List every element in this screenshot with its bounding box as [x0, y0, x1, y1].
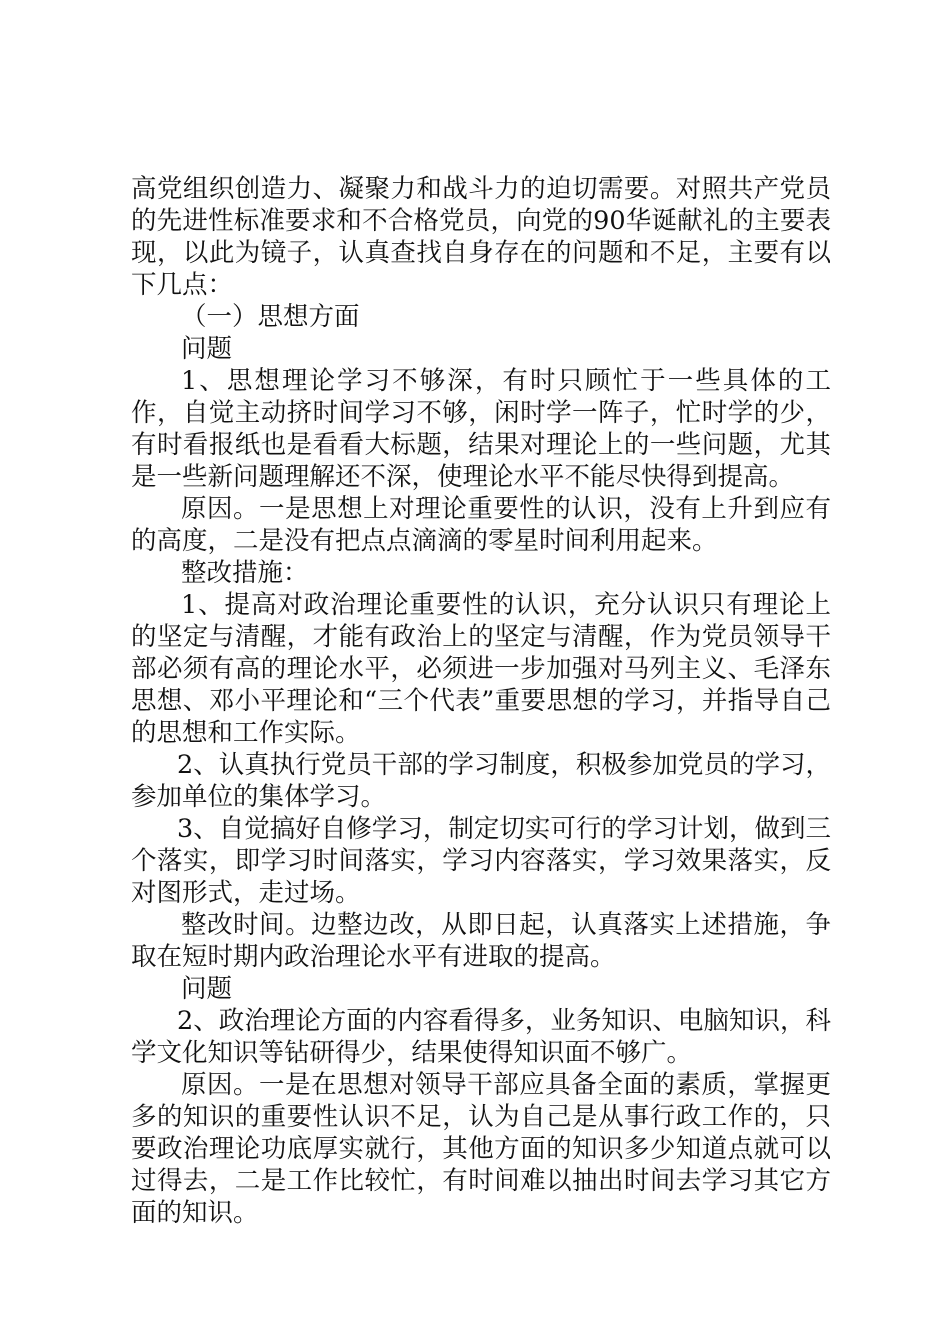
paragraph-problem-2: 2、政治理论方面的内容看得多，业务知识、电脑知识，科学文化知识等钻研得少，结果使得知识面不够广。: [131, 1006, 831, 1068]
paragraph-intro: 高党组织创造力、凝聚力和战斗力的迫切需要。对照共产党员的先进性标准要求和不合格党员，向党的90华诞献礼的主要表现，以此为镜子，认真查找自身存在的问题和不足，主要有以下几点：: [131, 174, 831, 300]
paragraph-measure-2: 2、认真执行党员干部的学习制度，积极参加党员的学习，参加单位的集体学习。: [131, 750, 831, 812]
label-problem-2: 问题: [181, 974, 233, 1004]
paragraph-measure-3: 3、自觉搞好自修学习，制定切实可行的学习计划，做到三个落实，即学习时间落实，学习内容落实，学习效果落实，反对图形式，走过场。: [131, 814, 831, 908]
section-heading-thought: （一）思想方面: [181, 302, 360, 332]
paragraph-problem-1: 1、思想理论学习不够深，有时只顾忙于一些具体的工作，自觉主动挤时间学习不够，闲时学一阵子，忙时学的少，有时看报纸也是看看大标题，结果对理论上的一些问题，尤其是一些新问题理解还不深，使理论水平不能尽快得到提高。: [131, 366, 831, 492]
paragraph-timeline: 整改时间。边整边改，从即日起，认真落实上述措施，争取在短时期内政治理论水平有进取的提高。: [131, 910, 831, 972]
paragraph-measure-1: 1、提高对政治理论重要性的认识，充分认识只有理论上的坚定与清醒，才能有政治上的坚定与清醒，作为党员领导干部必须有高的理论水平，必须进一步加强对马列主义、毛泽东思想、邓小平理论和“三个代表”重要思想的学习，并指导自己的思想和工作实际。: [131, 590, 831, 748]
paragraph-cause-2: 原因。一是在思想对领导干部应具备全面的素质，掌握更多的知识的重要性认识不足，认为自己是从事行政工作的，只要政治理论功底厚实就行，其他方面的知识多少知道点就可以过得去，二是工作比较忙，有时间难以抽出时间去学习其它方面的知识。: [131, 1070, 831, 1228]
paragraph-cause-1: 原因。一是思想上对理论重要性的认识，没有上升到应有的高度，二是没有把点点滴滴的零星时间利用起来。: [131, 494, 831, 556]
label-problem-1: 问题: [181, 334, 233, 364]
document-body: [131, 173, 831, 1229]
label-measures: 整改措施：: [181, 558, 309, 588]
